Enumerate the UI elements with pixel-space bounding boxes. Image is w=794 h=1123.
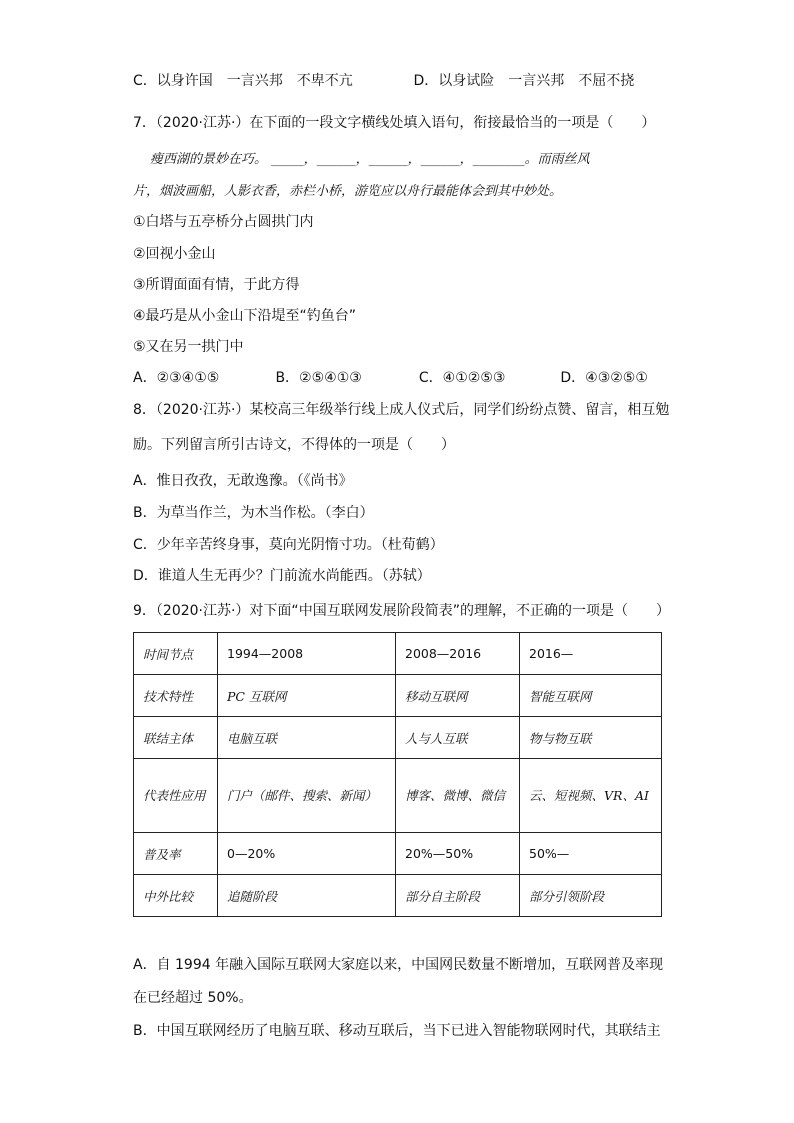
- prev-option-d: D．以身试险 一言兴邦 不屈不挠: [413, 73, 635, 89]
- table-cell: 部分自主阶段: [396, 875, 520, 917]
- table-cell: 移动互联网: [396, 675, 520, 717]
- q7-option-b: B．②⑤④①③: [275, 370, 362, 386]
- q7-item-2: ②回视小金山: [133, 246, 216, 262]
- q7-stem: 7．（2020·江苏·）在下面的一段文字横线处填入语句，衔接最恰当的一项是（ ）: [133, 115, 656, 131]
- table-row: [134, 675, 662, 717]
- q7-item-3: ③所谓面面有情，于此方得: [133, 277, 300, 293]
- q7-option-a: A．②③④①⑤: [133, 370, 220, 386]
- table-cell: 智能互联网: [520, 675, 662, 717]
- table-cell: 代表性应用: [134, 759, 218, 833]
- table-cell: 20%—50%: [396, 833, 520, 875]
- q7-item-4: ④最巧是从小金山下沿堤至“钓鱼台”: [133, 308, 357, 324]
- q8-stem-line2: 励。下列留言所引古诗文，不得体的一项是（ ）: [133, 437, 455, 453]
- table-cell: 联结主体: [134, 717, 218, 759]
- q8-option-d: D．谁道人生无再少？门前流水尚能西。（苏轼）: [133, 568, 431, 584]
- q7-item-1: ①白塔与五亭桥分占圆拱门内: [133, 214, 314, 230]
- table-cell: 时间节点: [134, 633, 218, 675]
- q9-option-b-line1: B．中国互联网经历了电脑互联、移动互联后，当下已进入智能物联网时代，其联结主: [133, 1023, 661, 1039]
- table-cell: 人与人互联: [396, 717, 520, 759]
- table-cell: 2008—2016: [396, 633, 520, 675]
- q8-option-a: A．惟日孜孜，无敢逸豫。（《尚书》: [133, 473, 353, 489]
- table-row: [134, 633, 662, 675]
- table-cell: 博客、微博、微信: [396, 759, 520, 833]
- table-cell: 云、短视频、VR、AI: [520, 759, 662, 833]
- table-row: [134, 717, 662, 759]
- q8-option-c: C．少年辛苦终身事，莫向光阴惰寸功。（杜荀鹤）: [133, 537, 444, 553]
- q7-item-5: ⑤又在另一拱门中: [133, 339, 244, 355]
- table-cell: PC 互联网: [218, 675, 396, 717]
- q9-option-a-line2: 在已经超过 50%。: [133, 990, 253, 1006]
- q7-passage-line1: 瘦西湖的景妙在巧。 _____，______，______，______，________。而雨丝风: [150, 152, 590, 167]
- table-cell: 门户（邮件、搜索、新闻）: [218, 759, 396, 833]
- table-cell: 技术特性: [134, 675, 218, 717]
- prev-option-c: C．以身许国 一言兴邦 不卑不亢: [133, 73, 353, 89]
- q7-option-c: C．④①②⑤③: [418, 370, 506, 386]
- table-cell: 追随阶段: [218, 875, 396, 917]
- table-cell: 50%—: [520, 833, 662, 875]
- q9-stem: 9．（2020·江苏·）对下面“中国互联网发展阶段简表”的理解，不正确的一项是（ ）: [133, 603, 670, 619]
- table-cell: 部分引领阶段: [520, 875, 662, 917]
- table-row: [134, 875, 662, 917]
- table-row: [134, 759, 662, 833]
- q8-stem-line1: 8．（2020·江苏·）某校高三年级举行线上成人仪式后，同学们纷纷点赞、留言，相互勉: [133, 402, 670, 418]
- q7-options: [133, 368, 648, 388]
- table-row: [134, 833, 662, 875]
- table-cell: 2016—: [520, 633, 662, 675]
- table-cell: 物与物互联: [520, 717, 662, 759]
- table-cell: 普及率: [134, 833, 218, 875]
- internet-stage-table: [133, 632, 662, 917]
- table-cell: 中外比较: [134, 875, 218, 917]
- q8-option-b: B．为草当作兰，为木当作松。（李白）: [133, 505, 374, 521]
- table-cell: 1994—2008: [218, 633, 396, 675]
- q7-passage-line2: 片，烟波画船，人影衣香，赤栏小桥，游览应以舟行最能体会到其中妙处。: [133, 184, 563, 199]
- q7-option-d: D．④③②⑤①: [560, 370, 648, 386]
- table-cell: 0—20%: [218, 833, 396, 875]
- q9-option-a-line1: A．自 1994 年融入国际互联网大家庭以来，中国网民数量不断增加，互联网普及率现: [133, 957, 664, 973]
- table-cell: 电脑互联: [218, 717, 396, 759]
- prev-question-options: [133, 71, 634, 91]
